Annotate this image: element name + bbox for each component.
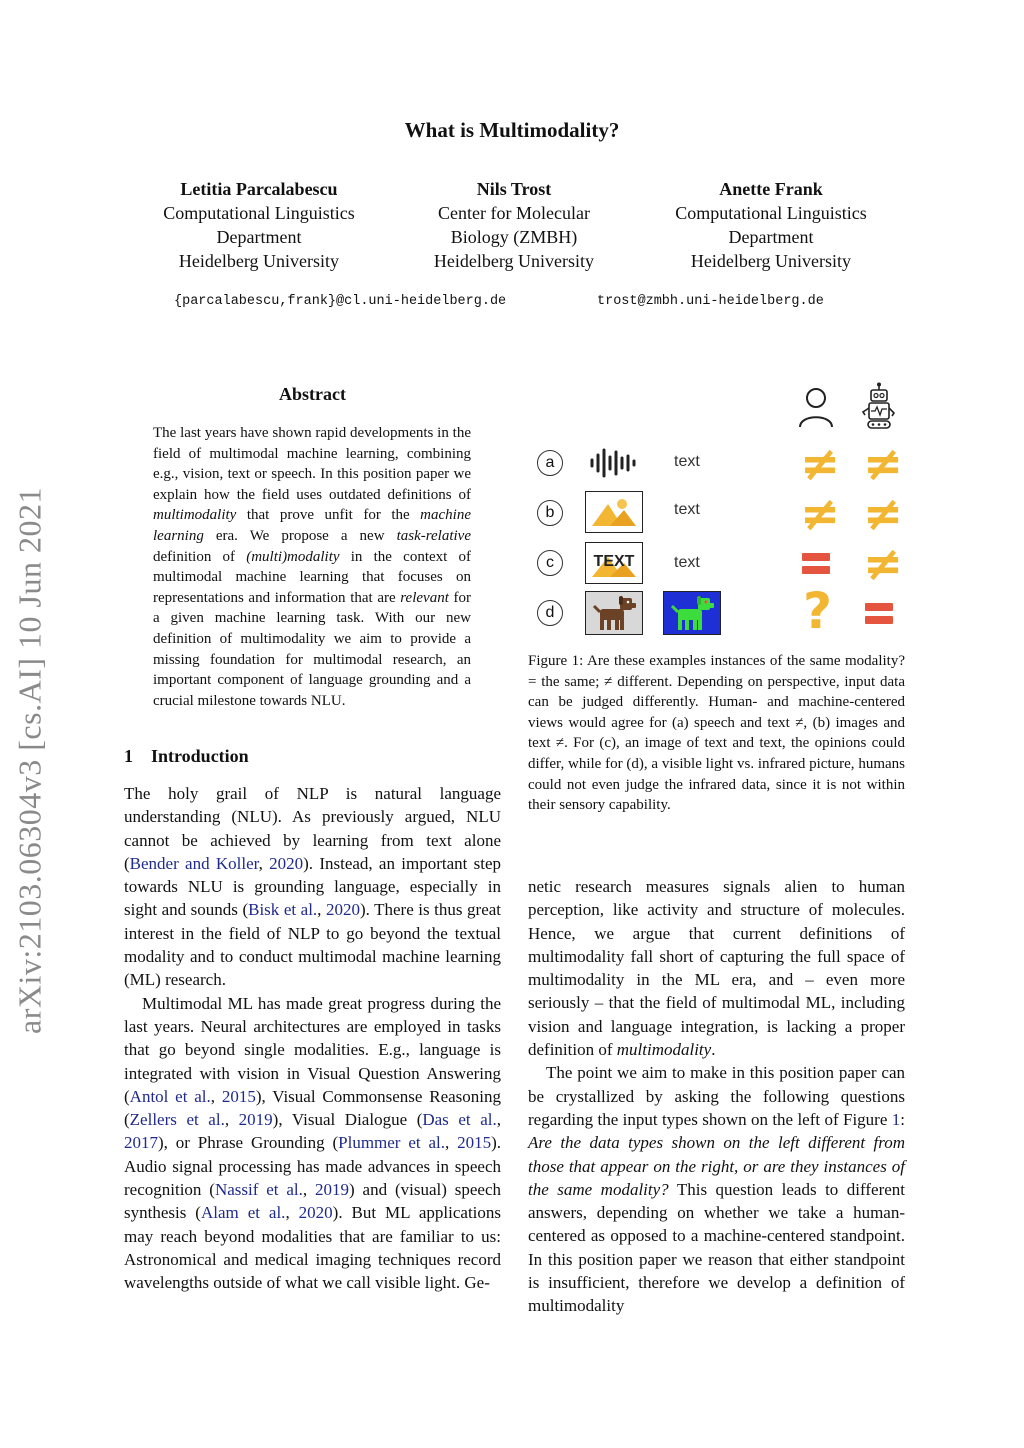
human-unknown-icon: ?	[803, 582, 833, 640]
author-affiliation: Department	[728, 227, 814, 247]
image-text-caption: TEXT	[593, 553, 635, 570]
author-affiliation: Computational Linguistics	[675, 203, 867, 223]
human-not-equal-icon: ≠	[800, 486, 841, 542]
robot-icon	[859, 382, 899, 430]
author-affiliation: Center for Molecular	[438, 203, 590, 223]
paragraph: The holy grail of NLP is natural language understanding (NLU). As previously argued, NLU cannot be achieved by learning from text alone (Bender and Koller, 2020). Instead, an important step towards NLU is grounding language, especially in sight and sounds (Bisk et al., 2020). There is thus great interest in the field of NLP to go beyond the textual modality and to conduct multimodal machine learning (ML) research.	[124, 784, 502, 990]
abstract-heading: Abstract	[279, 384, 346, 404]
figure-caption: Figure 1: Are these examples instances of the same modality? = the same; ≠ different. Depending on perspective, input data can be judged differently. Human- and machine-centered views would agree for (a) speech and text ≠, (b) images and text ≠. For (c), an image of text and text, the opinions could differ, while for (d), a visible light vs. infrared picture, humans could not even judge the infrared data, since it is not within their sensory capability.	[528, 653, 905, 814]
email-1[interactable]: {parcalabescu,frank}@cl.uni-heidelberg.de	[174, 294, 507, 309]
text-modality-label: text	[674, 554, 700, 571]
author-3	[641, 177, 901, 273]
author-2	[384, 177, 644, 273]
dog-icon	[586, 592, 642, 634]
machine-not-equal-icon: ≠	[863, 486, 904, 542]
right-column-text	[528, 875, 905, 1318]
author-1	[129, 177, 389, 273]
text-image-thumbnail	[585, 542, 643, 584]
machine-not-equal-icon: ≠	[863, 436, 904, 492]
section-number: 1	[124, 746, 133, 766]
machine-equal-icon	[865, 603, 893, 624]
paper-title: What is Multimodality?	[404, 118, 620, 142]
author-affiliation: Heidelberg University	[433, 251, 595, 271]
machine-not-equal-icon: ≠	[863, 536, 904, 592]
abstract-text: The last years have shown rapid developments in the field of multimodal machine learning, combining e.g., vision, text or speech. In this position paper we explain how the field uses outdated definitions of multimodality that prove unfit for the machine learning era. We propose a new task-relative definition of (multi)modality in the context of multimodal machine learning that focuses on representations and information that are relevant for a given machine learning task. With our new definition of multimodality we aim to provide a missing foundation for multimodal research, an important component of language grounding and a crucial milestone towards NLU.	[153, 425, 472, 709]
section-heading	[124, 746, 267, 767]
author-affiliation: Computational Linguistics	[163, 203, 355, 223]
figure-1	[528, 380, 905, 640]
author-name: Anette Frank	[719, 179, 823, 199]
human-equal-icon	[802, 553, 830, 574]
arxiv-identifier: arXiv:2103.06304v3 [cs.AI] 10 Jun 2021	[11, 487, 48, 1034]
author-affiliation: Heidelberg University	[690, 251, 852, 271]
paragraph: The point we aim to make in this position paper can be crystallized by asking the following questions regarding the input types shown on the left of Figure 1: Are the data types shown on the left different from those that appear on the right, or are they instances of the same modality? This question leads to different answers, depending on whether we take a human-centered as opposed to a machine-centered standpoint. In this position paper we reason that either standpoint is insufficient, therefore we develop a definition of multimodality	[528, 1063, 905, 1316]
author-name: Letitia Parcalabescu	[180, 179, 338, 199]
human-not-equal-icon: ≠	[800, 436, 841, 492]
author-affiliation: Department	[216, 227, 302, 247]
human-icon	[796, 386, 836, 428]
text-modality-label: text	[674, 453, 700, 470]
author-name: Nils Trost	[476, 179, 552, 199]
row-label-b: b	[537, 500, 563, 526]
infrared-dog-image	[663, 591, 721, 635]
row-label-a: a	[537, 450, 563, 476]
email-2[interactable]: trost@zmbh.uni-heidelberg.de	[597, 294, 824, 309]
section-title: Introduction	[151, 746, 249, 766]
paragraph: Multimodal ML has made great progress during the last years. Neural architectures are employed in tasks that go beyond single modalities. E.g., language is integrated with vision in Visual Question Answering (Antol et al., 2015), Visual Commonsense Reasoning (Zellers et al., 2019), Visual Dialogue (Das et al., 2017), or Phrase Grounding (Plummer et al., 2015). Audio signal processing has made advances in speech recognition (Nassif et al., 2019) and (visual) speech synthesis (Alam et al., 2020). But ML applications may reach beyond modalities that are familiar to us: Astronomical and medical imaging techniques record wavelengths outside of what we call visible light. Ge-	[124, 993, 502, 1293]
paragraph: netic research measures signals alien to human perception, like activity and structure of molecules. Hence, we argue that current definitions of multimodality fall short of capturing the full space of multimodality in the ML era, and – even more seriously – that the field of multimodal ML, including vision and language integration, is lacking a proper definition of multimodality.	[528, 877, 905, 1060]
image-thumbnail	[585, 491, 643, 533]
visible-light-dog-image	[585, 591, 643, 635]
author-affiliation: Biology (ZMBH)	[450, 227, 578, 247]
mountain-image-icon	[586, 492, 642, 532]
text-modality-label: text	[674, 501, 700, 518]
dog-icon	[664, 592, 720, 634]
left-column-text	[124, 782, 501, 1295]
row-label-d: d	[537, 600, 563, 626]
audio-waveform-icon	[588, 446, 638, 480]
row-label-c: c	[537, 550, 563, 576]
author-affiliation: Heidelberg University	[178, 251, 340, 271]
